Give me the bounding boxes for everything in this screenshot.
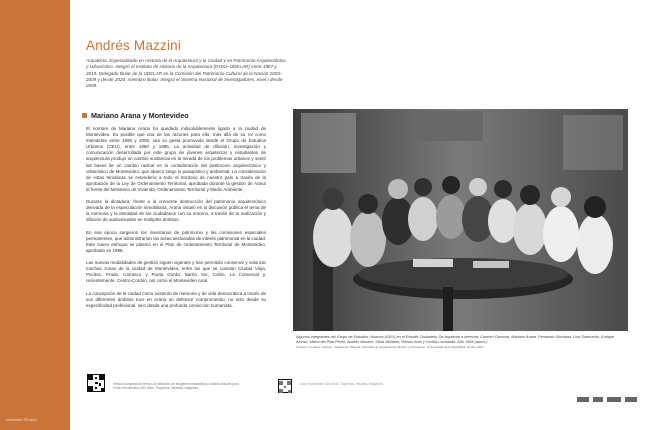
sidebar-note: Montevideo 300 años	[6, 417, 37, 422]
caption-credit: Usuario: no datos. Archivo: Instituto de Historia, Facultad de Arquitectura, Diseño y Urbanismo, Universidad de la República. Fondo GEU.	[296, 345, 485, 350]
group-photo-image	[293, 109, 628, 331]
group-photo	[293, 109, 628, 331]
left-sidebar-band	[0, 0, 70, 430]
qr-code-icon[interactable]	[87, 374, 105, 392]
photo-caption	[296, 335, 626, 350]
paragraph: El nombre de Mariano Arana ha quedado indisolublemente ligado a la ciudad de Montevideo. Es posible que una de las razones para ello, más allá de su rol como intendente entre 1995 y 2005, sea su gesta promovida desde el Grupo de Estudios Urbanos (GEU), entre 1980 y 1985. La actividad de difusión, investigación y comunicación desarrollada por este grupo de jóvenes arquitectos y estudiantes de arquitectura produjo un cambio sustancial en la mirada de los problemas urbanos y sentó las bases de un cambio radical en la consideración del patrimonio arquitectónico y urbanístico de Montevideo, que abarcó luego lo paisajístico y ambiental. La consideración de estas temáticas se extendería a todo el territorio de nuestro país a través de la aprobación de la Ley de Ordenamiento Territorial, aprobada durante la gestión de Arana al frente del Ministerio de Vivienda, Ordenamiento Territorial y Medio Ambiente.	[86, 126, 266, 192]
institution-logos	[577, 394, 637, 404]
article-body	[86, 126, 266, 315]
qr-pattern-icon	[88, 375, 104, 391]
qr-note: Libro Montevideo 300 años. Trayectos, miradas, imágenes.	[300, 382, 384, 386]
qr-pattern-icon	[279, 381, 291, 393]
logo-icon	[577, 397, 589, 402]
logo-icon	[593, 397, 603, 402]
caption-text: Algunos integrantes del Grupo de Estudios Urbanos (GEU) en el Estudio Ciudadela. De izquierda a derecha: Carmen Canoura, Mariano Arana, Fernando Giordano, Lina Sanmartín, Enrique Alonso, María del Pilar Pérez, Andrés Mazzini, Silvia Montero, Nelson Inda y Cecilia Lombardo. Año 1984 (aprox.)	[296, 335, 615, 345]
author-name: Andrés Mazzini	[86, 38, 182, 53]
logo-icon	[607, 397, 621, 402]
qr-note: Versión completa del texto y la selección de imágenes realizada por Andrés Mazzini para el libro Montevideo 300 años. Trayectos, miradas, imágenes.	[113, 382, 239, 391]
logo-icon	[625, 397, 637, 402]
paragraph: En esa época surgieron los inventarios de patrimonio y las comisiones especiales permanentes, que administrarían las áreas declaradas de interés patrimonial en la ciudad. Este nuevo enfoque se plasmó en el Plan de Ordenamiento Territorial de Montevideo, aprobado en 1998.	[86, 229, 266, 253]
paragraph: Las nuevas modalidades de gestión siguen vigentes y han permitido conservar y valorizar muchas zonas de la ciudad de Montevideo, entre las que se cuentan Ciudad Vieja, Pocitos, Prado, Carrasco y Punta Gorda, Barrio Sur, Colón, La Comercial y, recientemente, Centro-Cordón, así como el Montevideo rural.	[86, 260, 266, 284]
author-bio: Arquitecto. Especializado en Historia de la Arquitectura y la Ciudad y en Patrimonio Arquitectónico y Urbanístico. Integró el Instituto de Historia de la Arquitectura (FADU–UDELAR) entre 1987 y 2019. Delegado titular de la UDELAR en la Comisión del Patrimonio Cultural de la Nación 2003–2009 y desde 2020, miembro titular. Integra el Sistema Nacional de Investigadores, nivel I desde 2009.	[86, 58, 286, 89]
paragraph: Durante la dictadura, frente a la creciente destrucción del patrimonio arquitectónico derivada de la especulación inmobiliaria, Arana instaló en la discusión pública el tema de la memoria y la identidad de los ciudadanos con su entorno, a través de la realización y difusión de audiovisuales en múltiples ámbitos.	[86, 199, 266, 223]
paragraph: La concepción de la ciudad como sustento de memoria y de vida democrática a través de sus diferentes ámbitos tuvo en Arana un defensor comprometido, no solo desde su especificidad profesional, sino desde una profunda convicción humanista.	[86, 290, 266, 308]
section-title	[82, 111, 189, 120]
qr-code-icon[interactable]	[278, 379, 292, 393]
section-title-text: Mariano Arana y Montevideo	[91, 111, 189, 120]
section-marker-icon	[82, 113, 87, 118]
